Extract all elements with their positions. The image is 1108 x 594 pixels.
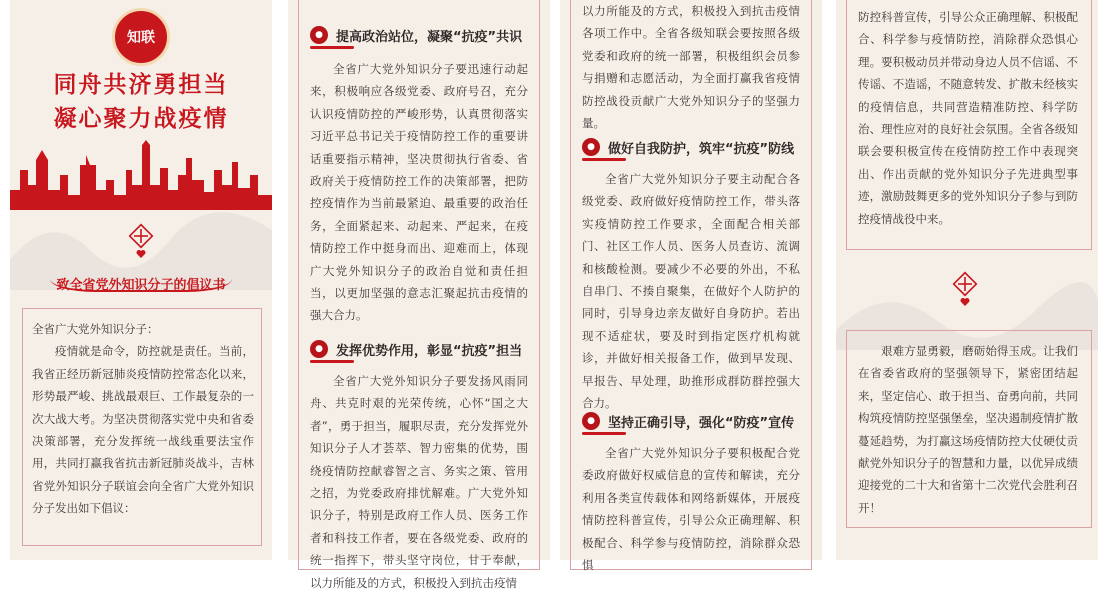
section-1-underline bbox=[310, 46, 354, 49]
section-4-continued: 防控科普宣传，引导公众正确理解、积极配合、科学参与疫情防控，消除群众恐惧心理。要积极动员并带动身边人员不信谣、不传谣、不造谣，不随意转发、扩散未经核实的疫情信息，共同营造精准防控、科学防治、理性应对的良好社会氛围。全省各级知联会要积极宣传在疫情防控工作中表现突出、作出贡献的党外知识分子先进典型事迹，激励鼓舞更多的党外知识分子参与到防控疫情战役中来。 bbox=[858, 10, 1078, 226]
intro-paragraph: 疫情就是命令，防控就是责任。当前，我省正经历新冠肺炎疫情防控常态化以来，形势最严峻、挑战最艰巨、工作最复杂的一次大战大考。为坚决贯彻落实党中央和省委决策部署，充分发挥统一战线重要法宝作用，共同打赢我省抗击新冠肺炎战斗，吉林省党外知识分子联谊会向全省广大党外知识分子发出如下倡议： bbox=[32, 344, 254, 516]
chinese-knot-icon bbox=[948, 272, 982, 312]
section-1-body: 全省广大党外知识分子要迅速行动起来，积极响应各级党委、政府号召，充分认识疫情防控的严峻形势，认真贯彻落实习近平总书记关于疫情防控工作的重要讲话重要指示精神，坚决贯彻执行省委、省政府关于疫情防控工作的决策部署，把防控疫情作为当前最紧迫、最重要的政治任务，全面紧起来、动起来、严起来，在疫情防控工作中挺身而出、迎难而上，体现广大党外知识分子的政治自觉和责任担当，以更加坚强的意志汇聚起抗击疫情的强大合力。 bbox=[310, 62, 528, 323]
badge-icon: ● bbox=[310, 340, 328, 358]
badge-icon: ● bbox=[582, 412, 600, 430]
badge-icon: ● bbox=[310, 26, 328, 44]
greeting: 全省广大党外知识分子： bbox=[32, 322, 159, 336]
city-skyline-icon bbox=[10, 140, 272, 210]
letter-body bbox=[32, 318, 254, 520]
chinese-knot-icon bbox=[124, 224, 158, 264]
panel-section-1-2 bbox=[288, 0, 550, 590]
subtitle: 致全省党外知识分子的倡议书 bbox=[56, 278, 226, 293]
section-2-continued: 以力所能及的方式，积极投入到抗击疫情各项工作中。全省各级知联会要按照各级党委和政府的统一部署，积极组织会员参与捐赠和志愿活动，为全面打赢我省疫情防控战役贡献广大党外知识分子的坚强力量。 bbox=[582, 4, 800, 131]
section-2-title: 发挥优势作用，彰显“抗疫”担当 bbox=[336, 343, 523, 359]
section-4-title: 坚持正确引导，强化“防疫”宣传 bbox=[608, 415, 795, 431]
section-3-underline bbox=[582, 158, 626, 161]
section-2-underline bbox=[310, 360, 354, 363]
union-logo: 知联 bbox=[112, 8, 170, 66]
closing-paragraph: 艰难方显勇毅，磨砺始得玉成。让我们在省委省政府的坚强领导下，紧密团结起来，坚定信心、敢于担当、奋勇向前，共同构筑疫情防控坚强堡垒，坚决遏制疫情扩散蔓延趋势，为打赢这场疫情防控大仗硬仗贡献党外知识分子的智慧和力量，以优异成绩迎接党的二十大和省第十二次党代会胜利召开！ bbox=[858, 344, 1078, 515]
section-3-body: 全省广大党外知识分子要主动配合各级党委、政府做好疫情防控工作，带头落实疫情防控工作要求，全面配合相关部门、社区工作人员、医务人员查访、流调和核酸检测。要减少不必要的外出，不私自串门、不揍自聚集，在做好个人防护的同时，引导身边亲友做好自身防护。若出现不适症状，要及时到指定医疗机构就诊，并做好相关报备工作，做到早发现、早报告、早处理，助推形成群防群控强大合力。 bbox=[582, 172, 800, 411]
section-4-body: 全省广大党外知识分子要积极配合党委政府做好权威信息的宣传和解读，充分利用各类宣传载体和网络新媒体，开展疫情防控科普宣传，引导公众正确理解、积极配合、科学参与疫情防控，消除群众恐惧 bbox=[582, 446, 800, 573]
title-line-2: 凝心聚力战疫情 bbox=[53, 106, 229, 132]
section-4-underline bbox=[582, 432, 626, 435]
title-line-1: 同舟共济勇担当 bbox=[53, 72, 229, 98]
section-1-title: 提高政治站位，凝聚“抗疫”共识 bbox=[336, 29, 523, 45]
badge-icon: ● bbox=[582, 138, 600, 156]
panel-section-3-4 bbox=[560, 0, 822, 573]
panel-cover bbox=[10, 0, 272, 560]
section-3-title: 做好自我防护，筑牢“抗疫”防线 bbox=[608, 141, 795, 157]
section-2-body: 全省广大党外知识分子要发扬风雨同舟、共克时艰的光荣传统，心怀“国之大者”，勇于担当，履职尽责，充分发挥党外知识分子人才荟萃、智力密集的优势，围绕疫情防控献睿智之言、务实之策、管用之招，为党委政府排忧解难。广大党外知识分子，特别是政府工作人员、医务工作者和科技工作者，要在各级党委、政府的统一指挥下，带头坚守岗位，甘于奉献，以力所能及的方式，积极投入到抗击疫情 bbox=[310, 374, 528, 590]
panel-closing bbox=[836, 0, 1098, 560]
